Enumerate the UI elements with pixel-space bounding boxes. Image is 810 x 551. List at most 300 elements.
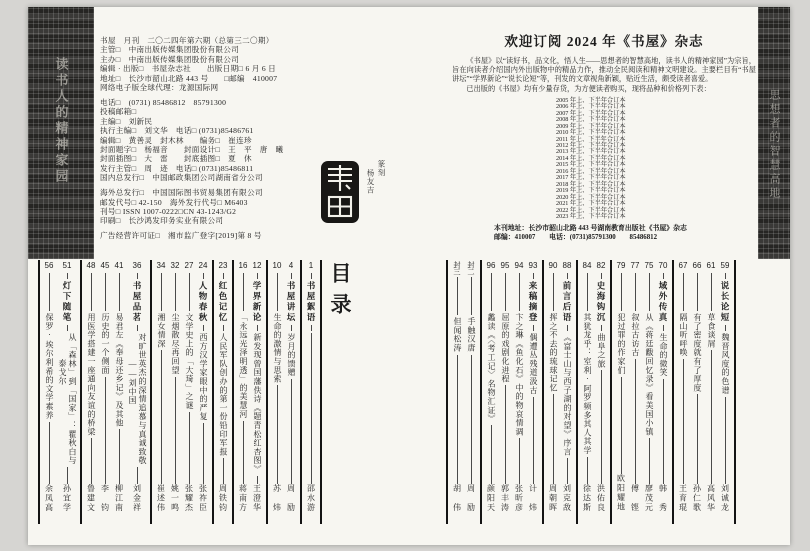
toc-section-title: 书屋絮语 [306,281,316,323]
masthead-line: 国内总发行□ 中国邮政集团公司湖南省分公司 [100,173,263,183]
title-line: 但闻松涛 [453,317,462,353]
toc-section-group [446,260,480,524]
toc-article-title [678,311,688,357]
toc-page-number: 75 [644,261,654,270]
toc-page-number: 70 [658,261,668,270]
spine-slogan-left: 读书人的精神家园 [53,57,69,185]
leader-line [491,273,492,311]
contact-block [494,225,756,242]
toc-entry [168,260,182,524]
back-issue-item: 2015 年上、下半年合订本 [556,161,626,169]
right-cover-spine [758,7,790,259]
toc-author: 周铁钧 [218,483,228,512]
toc-article-title [616,311,626,375]
toc-page-number: 封二 [466,261,476,276]
toc-page-number: 23 [218,261,228,270]
title-line: 湘女情深 [157,313,166,349]
toc-author: 韩 秀 [658,483,668,512]
toc-section-group [300,260,322,524]
toc-article-title [272,311,282,383]
back-issue-item: 2012 年上、下半年合订本 [556,141,626,149]
toc-section-title: 人物春秋 [198,281,208,323]
leader-line [277,273,278,311]
masthead-line: 网络电子版全球代理：龙源国际网 [100,83,219,93]
toc-article-title [86,311,96,436]
back-issue-item: 2013 年上、下半年合订本 [556,148,626,156]
masthead-line: 海外总发行□ 中国国际图书贸易集团有限公司 [100,188,263,198]
toc-entry [580,260,594,524]
back-issue-item: 2008 年上、下半年合订本 [556,116,626,124]
seal-block [320,160,387,224]
subscription-title: 欢迎订阅 2024 年《书屋》杂志 [504,34,704,49]
title-line: 有了密度就有了厚度 [693,313,702,393]
toc-section-title: 灯下随笔 [62,281,72,323]
back-issue-item: 2011 年上、下半年合订本 [556,135,626,143]
toc-author: 崔述伟 [156,483,166,512]
leader-line [567,458,568,483]
toc-entry [546,260,560,524]
leader-line [203,423,204,484]
toc-article-title [706,311,716,348]
leader-line [635,359,636,484]
toc-entry [154,260,168,524]
title-line: 尘烟散尽再回望 [171,313,180,375]
toc-author: 郭丰涛 [500,483,510,512]
toc-entry [560,260,574,524]
title-line: 草食谈屑 [707,313,716,349]
leader-line [137,467,138,484]
leader-line [505,385,506,483]
back-issue-item: 2007 年上、下半年合订本 [556,109,626,117]
title-line: 新发现曾国藩佚诗《题青松红杏图》 [253,333,262,474]
title-line: 偶遭丛残道汲古 [529,333,538,395]
toc-author: 周 励 [466,483,476,512]
toc-page-number: 84 [582,261,592,270]
toc-section-group [576,260,610,524]
title-line: 生命的激情与思索 [273,313,282,384]
toc-page-number: 36 [132,261,142,270]
title-line: 易君左《奉母还乡记》及其他 [115,313,124,428]
leader-line [277,385,278,483]
leader-line [505,273,506,311]
leader-line [471,355,472,484]
leader-line [725,397,726,484]
title-line: 其犹龙乎：室利·阿罗频多其人其学 [583,313,592,455]
leader-line [243,273,244,311]
leader-line [67,467,68,484]
toc-page-number: 48 [86,261,96,270]
toc-page-number: 4 [288,261,294,270]
subscription-notice [452,30,756,243]
toc-section-group [212,260,232,524]
toc-author: 计 炜 [528,483,538,512]
leader-line [119,273,120,311]
title-line: 屈原的戏剧化进程 [501,313,510,384]
leader-line [587,457,588,484]
title-line: 岁月的馈赠 [287,333,296,377]
back-issue-list [556,98,756,221]
toc-author: 孙宜学 [62,483,72,512]
toc-article-title [466,315,476,352]
back-issue-item: 2019 年上、下半年合订本 [556,187,626,195]
toc-article-title [452,315,462,352]
leader-line [175,273,176,311]
leader-line [91,438,92,483]
toc-entry [594,260,608,524]
toc-author: 刘克敌 [562,483,572,512]
toc-entry [196,260,210,524]
toc-page-number: 45 [100,261,110,270]
toc-page-number: 94 [514,261,524,270]
toc-page-number: 34 [156,261,166,270]
toc-page-number: 66 [692,261,702,270]
title-line: 从「森林」到「国家」：瞿秋白与 [68,333,77,465]
left-cover-spine [28,7,94,259]
toc-entry [98,260,112,524]
magazine-contact: 邮编：410007 电话：(0731)85791300 85486812 [494,234,658,242]
seal-caption-label: 篆刻 [377,160,386,177]
toc-article-title [100,311,110,375]
masthead-line: 主管□ 中南出版传媒集团股份有限公司 [100,45,240,55]
toc-section-group [38,260,80,524]
toc-section-group [232,260,266,524]
back-issue-item: 2020 年上、下半年合订本 [556,193,626,201]
toc-article-title [252,331,262,474]
leader-line [161,273,162,311]
toc-author: 张耀杰 [184,483,194,512]
masthead-line: 印刷□ 长沙鸿发印务实业有限公司 [100,216,224,226]
masthead-line: 刊号□ ISSN 1007-0222□CN 43-1243/G2 [100,206,237,216]
toc-entry [614,260,628,524]
back-issue-item: 2006 年上、下半年合订本 [556,103,626,111]
toc-page-number: 16 [238,261,248,270]
leader-line [311,333,312,484]
toc-section-title: 前言后语 [562,281,572,323]
toc-section-group [672,260,736,524]
toc-author: 徐达斯 [582,483,592,512]
back-issue-item: 2009 年上、下半年合订本 [556,122,626,130]
masthead-line: 地址□ 长沙市韶山北路 443 号 □邮编 410007 [100,73,278,83]
toc-page-number: 59 [720,261,730,270]
title-line: 生命的微笑 [659,333,668,377]
toc-article-title [198,331,208,421]
leader-line [711,350,712,483]
leader-line [533,397,534,484]
toc-entry [690,260,704,524]
toc-entry [628,260,642,524]
toc-left-page [38,260,361,524]
toc-page-number: 1 [308,261,314,270]
toc-page-number: 32 [170,261,180,270]
title-line: 手触汉唐 [467,317,476,353]
toc-article-title [596,331,606,368]
leader-line [649,273,650,311]
toc-author: 欧阳耀地 [616,474,626,512]
masthead-line: 发行主管□ 周 迹 电话□ (0731)85486811 [100,163,254,173]
toc-article-title [486,311,496,423]
toc-author: 周 励 [286,483,296,512]
toc-entry [270,260,284,524]
toc-entry [84,260,98,524]
toc-entry [656,260,670,524]
toc-entry [250,260,264,524]
toc-article-title [692,311,702,392]
toc-author: 颜阳天 [486,483,496,512]
leader-line [223,458,224,483]
toc-entry [718,260,732,524]
toc-section-title: 来稿摘登 [528,281,538,323]
toc-author: 邵水游 [306,483,316,512]
toc-section-title: 红色记忆 [218,281,228,323]
title-line: 隔山听呼唤 [679,313,688,357]
toc-author: 周朝晖 [548,483,558,512]
toc-author: 张祚臣 [198,483,208,512]
toc-page-number: 77 [630,261,640,270]
toc-section-title: 书屋讲坛 [286,281,296,323]
toc-author: 余凤高 [44,483,54,512]
back-issue-item: 2005 年上、下半年合订本 [556,96,626,104]
toc-author: 刘金祥 [132,483,142,512]
toc-section-group [480,260,542,524]
back-issue-item: 2021 年上、下半年合订本 [556,200,626,208]
title-line: 魏晋风度的色谱 [721,333,730,395]
leader-line [311,325,312,331]
masthead-line: 主办□ 中南出版传媒集团股份有限公司 [100,54,240,64]
title-line: 西方汉学家眼中的严复 [199,333,208,421]
toc-page-number: 41 [114,261,124,270]
toc-page-number: 封三 [452,261,462,276]
toc-article-title [57,331,77,465]
title-line: 文学史上的「大琦」之谜 [185,313,194,410]
toc-page-number: 90 [548,261,558,270]
toc-page-number: 88 [562,261,572,270]
toc-entry [464,260,478,524]
toc-article-title [238,311,248,419]
toc-author: 王育琨 [678,483,688,512]
leader-line [175,377,176,484]
toc-entry [450,260,464,524]
toc-author: 鲁建文 [86,483,96,512]
subscription-availability-note: 已出版的《书屋》均有少量存货，为方便读者购买，现将品种和价格列下表： [466,84,711,93]
back-issue-item: 2014 年上、下半年合订本 [556,154,626,162]
toc-page-number: 67 [678,261,688,270]
leader-line [553,394,554,483]
leader-line [683,359,684,484]
masthead-line: 编辑 · 出版□ 书屋杂志社 出版日期□ 6 月 6 日 [100,64,277,74]
masthead-line: 执行主编□ 刘文华 电话□ (0731)85486761 [100,126,254,136]
title-line: 卞之琳《鱼化石》中的物哀情调 [515,313,524,437]
toc-page-number: 10 [272,261,282,270]
leader-line [663,379,664,484]
leader-line [49,422,50,484]
title-line: 保罗·埃尔利希的文学素养 [45,313,54,420]
toc-page-number: 96 [486,261,496,270]
leader-line [49,273,50,311]
toc-page-number: 61 [706,261,716,270]
toc-page-number: 24 [198,261,208,270]
masthead-line: 封面插图□ 大 雷 封底插图□ 夏 休 [100,154,252,164]
toc-entry [676,260,690,524]
toc-author: 李 钧 [100,483,110,512]
toc-author: 王澄华 [252,483,262,512]
seal-caption [365,160,387,195]
leader-line [697,394,698,483]
back-issue-item: 2016 年上、下半年合订本 [556,167,626,175]
toc-entry [112,260,126,524]
magazine-address: 本刊地址：长沙市韶山北路 443 号湖南教育出版社《书屋》杂志 [494,225,687,233]
toc-author: 蒋南方 [238,483,248,512]
book-house-seal-image [320,160,360,224]
toc-article-title [658,331,668,377]
toc-entry [484,260,498,524]
seal-artist-name: 杨友吉 [366,169,375,195]
toc-article-title [720,331,730,395]
toc-section-title: 域外传真 [658,281,668,323]
title-line: 从《蒋廷黻回忆录》看美国小镇 [645,313,654,437]
toc-entry [704,260,718,524]
title-line: 「永远光泽明透」的美慧河 [239,313,248,419]
toc-article-title [644,311,654,436]
leader-line [91,273,92,311]
leader-line [553,273,554,311]
leader-line [189,412,190,484]
title-line: 叙拉古访古 [631,313,640,357]
toc-author: 傅 铿 [630,483,640,512]
leader-line [697,273,698,311]
toc-section-group [80,260,150,524]
leader-line [601,370,602,483]
toc-page-number: 82 [596,261,606,270]
toc-section-group [542,260,576,524]
toc-section-group [150,260,212,524]
leader-line [621,273,622,311]
toc-author: 姚一鸣 [170,483,180,512]
leader-line [105,377,106,484]
leader-line [161,350,162,483]
toc-entry [216,260,230,524]
toc-author: 孙仁歌 [692,483,702,512]
leader-line [519,438,520,483]
toc-page-number: 27 [184,261,194,270]
title-line: 曲阜之旅 [597,333,606,369]
title-line: 对旷世英杰的深情追慕与真诚致敬 [138,333,147,465]
leader-line [635,273,636,311]
toc-entry [498,260,512,524]
toc-entry [304,260,318,524]
toc-page-number: 93 [528,261,538,270]
back-issue-item: 2023 年上、下半年合订本 [556,212,626,220]
toc-entry [236,260,250,524]
toc-right-page [446,260,736,524]
masthead-line: 邮发代号□ 42-150 海外发行代号□ M6403 [100,197,248,207]
toc-page-number: 79 [616,261,626,270]
toc-article-title [528,331,538,395]
toc-article-title [514,311,524,436]
toc-author: 胡 伟 [452,483,462,512]
toc-page-number: 12 [252,261,262,270]
title-line: 《富士山与西子湖的对望》序言 [563,333,572,457]
toc-entry [56,260,78,524]
spine-slogan-right: 思想者的智慧高地 [768,89,780,201]
toc-entry [512,260,526,524]
leader-line [457,355,458,484]
toc-article-title [500,311,510,383]
leader-line [711,273,712,311]
toc-article-title [562,331,572,456]
toc-article-title [156,311,166,348]
toc-author: 廖茂元 [644,483,654,512]
leader-line [491,425,492,483]
toc-entry [284,260,298,524]
toc-article-title [114,311,124,427]
leader-line [291,379,292,484]
toc-page-number: 95 [500,261,510,270]
leader-line [457,277,458,315]
leader-line [587,273,588,311]
toc-section-group [266,260,300,524]
title-line: ——刘中国 [128,359,137,405]
back-issue-item: 2017 年上、下半年合订本 [556,174,626,182]
masthead-line: 主编□ 刘新民 [100,116,153,126]
toc-article-title [184,311,194,410]
title-line: 泰戈尔 [58,359,67,386]
toc-author: 高风华 [706,483,716,512]
leader-line [189,273,190,311]
title-line: 蠡读《〈考工记〉名物汇证》 [487,313,496,424]
toc-section-group [610,260,672,524]
toc-entry [126,260,148,524]
toc-article-title [170,311,180,375]
leader-line [519,273,520,311]
back-issue-item: 2010 年上、下半年合订本 [556,129,626,137]
leader-line [471,277,472,315]
toc-section-title: 说长论短 [720,281,730,323]
toc-entry [42,260,56,524]
toc-entry [526,260,540,524]
toc-page-number: 56 [44,261,54,270]
leader-line [243,421,244,484]
toc-section-title: 史海钩沉 [596,281,606,323]
masthead-line: 电话□ (0731) 85486812 85791300 [100,97,227,107]
subscription-intro: 《书屋》以“读好书，品文化，悟人生——思想者的智慧高地，读书人的精神家园”为宗旨，旨在向读者介绍国内外出版物中的精品力作，推动全民阅读和精神文明建设。主要栏目有“书屋讲坛”“学界新论”“说长论短”等，刊发的文章视角新颖，贴近生活，颇受读者喜爱。 [452,57,756,84]
toc-entry [642,260,656,524]
masthead-line: 广告经营许可证□ 湘市监广登字[2019]第 8 号 [100,231,262,241]
toc-article-title [582,311,592,455]
toc-article-title [630,311,640,357]
toc-article-title [286,331,296,377]
toc-section-title: 学界新论 [252,281,262,323]
masthead-line: 投稿邮箱□ [100,107,137,117]
title-line: 用医学搭建一座通向友谊的桥梁 [87,313,96,437]
title-line: 挥之不去的琉球记忆 [549,313,558,393]
toc-author: 洪佑良 [596,483,606,512]
toc-article-title [44,311,54,420]
leader-line [683,273,684,311]
toc-article-title [218,331,228,456]
title-line: 人民军队创办的第一份铅印军报 [219,333,228,457]
leader-line [119,429,120,483]
toc-heading: 目录 [328,262,352,324]
leader-line [105,273,106,311]
toc-section-title: 书屋品茗 [132,281,142,323]
masthead-line: 封面题字□ 杨福音 封面设计□ 王 平 唐 曦 [100,144,284,154]
toc-article-title [548,311,558,392]
back-issue-item: 2022 年上、下半年合订本 [556,206,626,214]
title-line: 犯过罪的作家们 [617,313,626,375]
toc-author: 张昕彦 [514,483,524,512]
leader-line [257,476,258,484]
toc-author: 柳江南 [114,483,124,512]
